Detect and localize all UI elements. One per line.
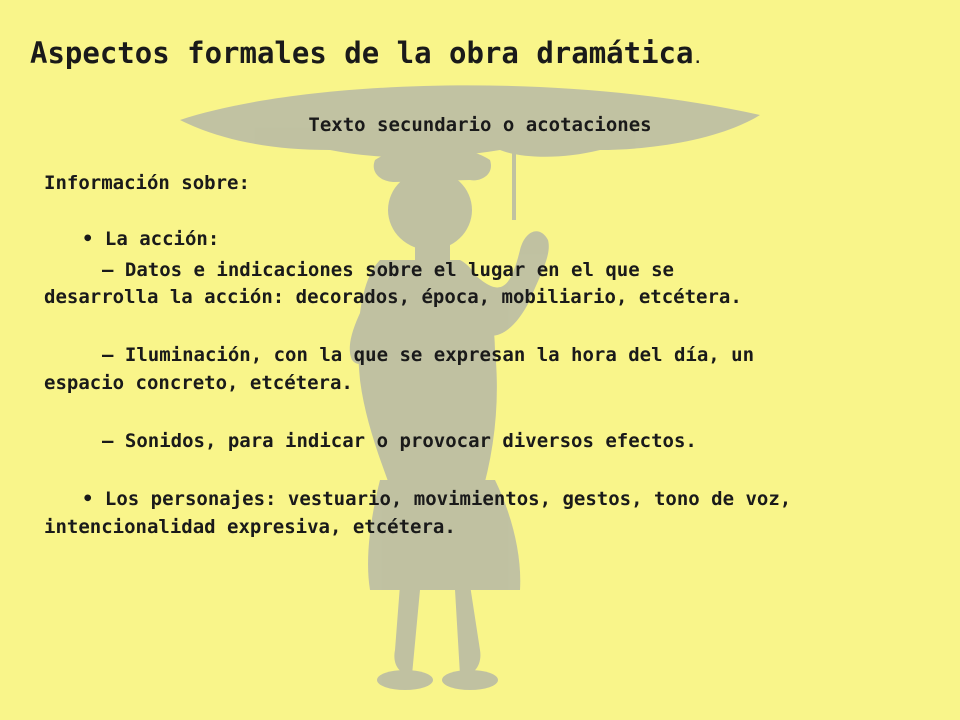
slide-title	[30, 36, 702, 70]
subitem-iluminacion-line2: espacio concreto, etcétera.	[44, 372, 353, 394]
dash-icon: –	[102, 344, 114, 366]
bullet-item-personajes-line1	[82, 488, 791, 510]
dash-icon: –	[102, 259, 114, 281]
slide-title-text: Aspectos formales de la obra dramática	[30, 36, 694, 70]
bullet-item-accion	[82, 228, 219, 250]
subitem-text: Iluminación, con la que se expresan la hora del día, un	[124, 344, 755, 366]
slide-subtitle: Texto secundario o acotaciones	[308, 114, 652, 136]
dash-icon: –	[102, 430, 114, 452]
slide-title-trailing-period: .	[693, 51, 702, 67]
bullet-icon: •	[82, 488, 94, 510]
bullet-item-personajes-line2: intencionalidad expresiva, etcétera.	[44, 516, 456, 538]
intro-text: Información sobre:	[44, 172, 250, 194]
subitem-datos-line2: desarrolla la acción: decorados, época, mobiliario, etcétera.	[44, 286, 742, 308]
subitem-text: Sonidos, para indicar o provocar diversos efectos.	[124, 430, 697, 452]
bullet-icon: •	[82, 228, 94, 250]
bullet-text: Los personajes: vestuario, movimientos, gestos, tono de voz,	[104, 488, 792, 510]
subitem-datos-line1	[102, 259, 674, 281]
bullet-label: La acción:	[104, 228, 220, 250]
subitem-sonidos-line1	[102, 430, 697, 452]
subitem-iluminacion-line1	[102, 344, 754, 366]
subitem-text: Datos e indicaciones sobre el lugar en el que se	[124, 259, 674, 281]
